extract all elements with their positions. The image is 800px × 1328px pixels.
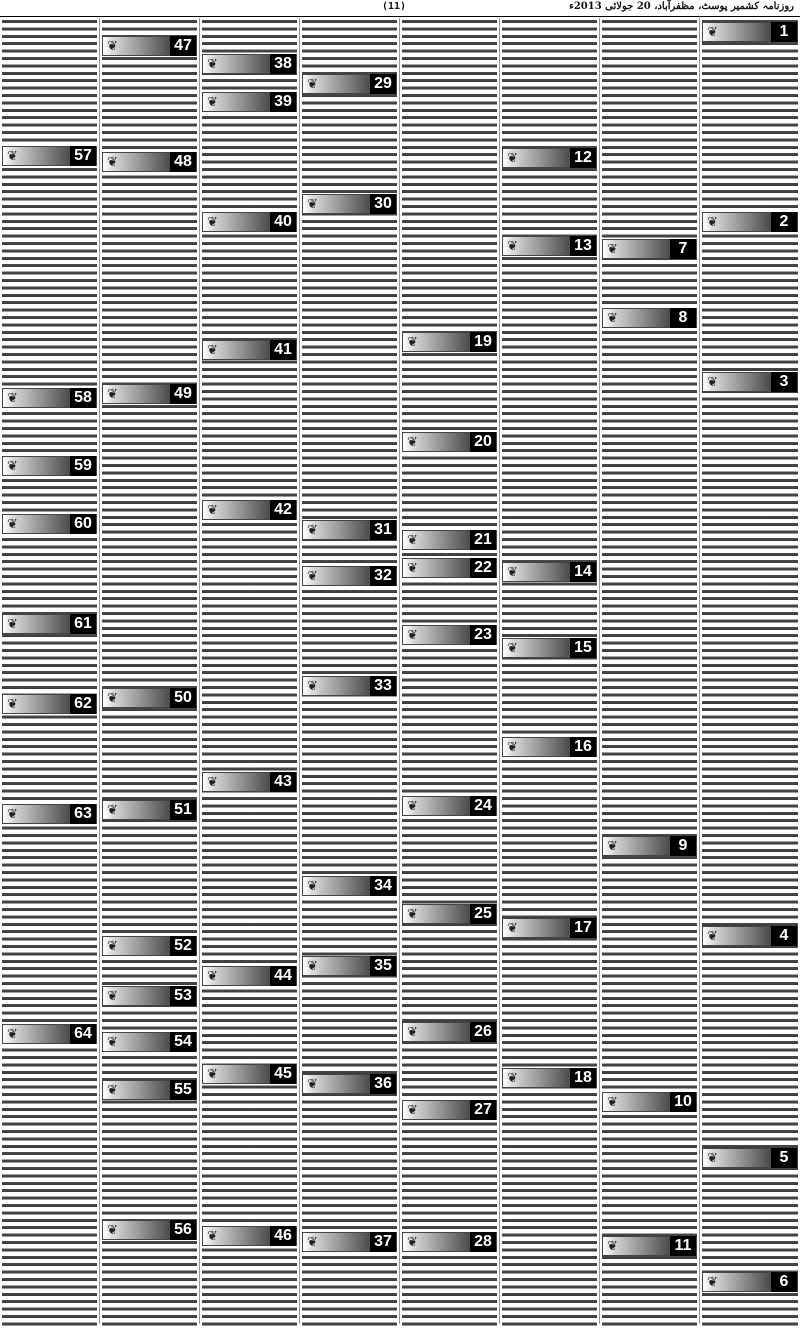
section-number: 19 (470, 332, 496, 352)
section-header (402, 558, 497, 578)
section-number: 13 (570, 236, 596, 256)
section-number: 57 (70, 146, 96, 166)
section-number: 62 (70, 694, 96, 714)
section-number: 56 (170, 1220, 196, 1240)
section-header (302, 676, 397, 696)
section-header (402, 1232, 497, 1252)
section-number: 20 (470, 432, 496, 452)
section-number: 63 (70, 804, 96, 824)
section-number: 43 (270, 772, 296, 792)
section-header (702, 926, 798, 946)
section-header (2, 456, 97, 476)
dove-icon: ❦ (7, 149, 18, 164)
section-header (202, 500, 297, 520)
dove-icon: ❦ (7, 697, 18, 712)
section-number: 6 (771, 1272, 797, 1292)
dove-icon: ❦ (407, 1025, 418, 1040)
section-number: 18 (570, 1068, 596, 1088)
text-column-4 (402, 18, 497, 1326)
section-header (602, 1236, 697, 1256)
column-divider (699, 18, 700, 1324)
section-number: 2 (771, 212, 797, 232)
dove-icon: ❦ (107, 387, 118, 402)
section-header (502, 737, 597, 757)
dove-icon: ❦ (707, 929, 718, 944)
section-number: 44 (270, 966, 296, 986)
dove-icon: ❦ (107, 1035, 118, 1050)
dove-icon: ❦ (307, 679, 318, 694)
dove-icon: ❦ (207, 57, 218, 72)
section-number: 40 (270, 212, 296, 232)
dove-icon: ❦ (507, 740, 518, 755)
section-header (202, 1226, 297, 1246)
dove-icon: ❦ (407, 435, 418, 450)
dove-icon: ❦ (407, 799, 418, 814)
dove-icon: ❦ (707, 215, 718, 230)
dove-icon: ❦ (407, 1103, 418, 1118)
dove-icon: ❦ (707, 1275, 718, 1290)
section-number: 38 (270, 54, 296, 74)
section-number: 54 (170, 1032, 196, 1052)
dove-icon: ❦ (507, 565, 518, 580)
dove-icon: ❦ (207, 95, 218, 110)
column-divider (599, 18, 600, 1324)
column-divider (499, 18, 500, 1324)
section-header (702, 372, 798, 392)
section-header (702, 22, 798, 42)
section-number: 46 (270, 1226, 296, 1246)
section-number: 14 (570, 562, 596, 582)
section-header (502, 638, 597, 658)
dove-icon: ❦ (107, 803, 118, 818)
section-number: 49 (170, 384, 196, 404)
dove-icon: ❦ (107, 1223, 118, 1238)
section-header (102, 1080, 197, 1100)
section-number: 64 (70, 1024, 96, 1044)
dove-icon: ❦ (107, 1083, 118, 1098)
dove-icon: ❦ (507, 151, 518, 166)
dove-icon: ❦ (207, 1229, 218, 1244)
section-header (602, 308, 697, 328)
section-header (102, 800, 197, 820)
dove-icon: ❦ (507, 1071, 518, 1086)
dove-icon: ❦ (507, 239, 518, 254)
dove-icon: ❦ (7, 1027, 18, 1042)
page-header (0, 0, 800, 17)
section-number: 8 (670, 308, 696, 328)
section-header (2, 388, 97, 408)
section-number: 50 (170, 688, 196, 708)
section-number: 24 (470, 796, 496, 816)
section-header (302, 194, 397, 214)
section-number: 47 (170, 36, 196, 56)
dove-icon: ❦ (707, 375, 718, 390)
section-header (602, 836, 697, 856)
section-number: 28 (470, 1232, 496, 1252)
section-header (302, 74, 397, 94)
section-header (402, 1022, 497, 1042)
section-number: 26 (470, 1022, 496, 1042)
section-number: 11 (670, 1236, 696, 1256)
section-header (2, 514, 97, 534)
dove-icon: ❦ (307, 569, 318, 584)
dove-icon: ❦ (7, 459, 18, 474)
section-number: 48 (170, 152, 196, 172)
column-divider (299, 18, 300, 1324)
body-text (402, 18, 497, 1326)
column-divider (399, 18, 400, 1324)
text-column-7 (102, 18, 197, 1326)
dove-icon: ❦ (207, 503, 218, 518)
dove-icon: ❦ (407, 533, 418, 548)
section-number: 58 (70, 388, 96, 408)
section-header (2, 614, 97, 634)
section-number: 25 (470, 904, 496, 924)
section-number: 41 (270, 340, 296, 360)
text-column-5 (302, 18, 397, 1326)
text-column-2 (602, 18, 697, 1326)
dove-icon: ❦ (607, 311, 618, 326)
section-header (202, 212, 297, 232)
section-header (302, 1074, 397, 1094)
dove-icon: ❦ (107, 989, 118, 1004)
dove-icon: ❦ (607, 1095, 618, 1110)
section-number: 17 (570, 918, 596, 938)
section-number: 37 (370, 1232, 396, 1252)
section-header (402, 796, 497, 816)
dove-icon: ❦ (207, 775, 218, 790)
section-number: 12 (570, 148, 596, 168)
section-number: 55 (170, 1080, 196, 1100)
section-header (302, 876, 397, 896)
section-number: 60 (70, 514, 96, 534)
dove-icon: ❦ (307, 523, 318, 538)
section-number: 33 (370, 676, 396, 696)
section-number: 36 (370, 1074, 396, 1094)
body-text (502, 18, 597, 1326)
section-number: 27 (470, 1100, 496, 1120)
dove-icon: ❦ (407, 561, 418, 576)
section-header (102, 384, 197, 404)
dove-icon: ❦ (7, 517, 18, 532)
text-column-3 (502, 18, 597, 1326)
dove-icon: ❦ (607, 242, 618, 257)
section-header (702, 1148, 798, 1168)
section-header (2, 694, 97, 714)
section-number: 30 (370, 194, 396, 214)
section-header (402, 332, 497, 352)
section-header (402, 904, 497, 924)
page-number: (11) (382, 1, 407, 12)
section-header (502, 148, 597, 168)
section-header (502, 236, 597, 256)
dove-icon: ❦ (107, 39, 118, 54)
dove-icon: ❦ (307, 197, 318, 212)
section-number: 23 (470, 625, 496, 645)
dove-icon: ❦ (207, 215, 218, 230)
dove-icon: ❦ (607, 839, 618, 854)
section-number: 16 (570, 737, 596, 757)
section-header (102, 36, 197, 56)
section-number: 4 (771, 926, 797, 946)
dove-icon: ❦ (407, 335, 418, 350)
dove-icon: ❦ (307, 879, 318, 894)
section-number: 10 (670, 1092, 696, 1112)
section-header (302, 520, 397, 540)
dove-icon: ❦ (307, 959, 318, 974)
section-header (202, 340, 297, 360)
section-header (302, 1232, 397, 1252)
section-header (502, 1068, 597, 1088)
section-header (702, 1272, 798, 1292)
dove-icon: ❦ (407, 1235, 418, 1250)
dove-icon: ❦ (107, 939, 118, 954)
dove-icon: ❦ (307, 77, 318, 92)
section-number: 5 (771, 1148, 797, 1168)
section-number: 31 (370, 520, 396, 540)
dove-icon: ❦ (307, 1235, 318, 1250)
dove-icon: ❦ (707, 1151, 718, 1166)
section-number: 59 (70, 456, 96, 476)
body-text (602, 18, 697, 1326)
section-header (402, 432, 497, 452)
section-header (102, 1220, 197, 1240)
column-divider (99, 18, 100, 1324)
section-header (702, 212, 798, 232)
dove-icon: ❦ (507, 641, 518, 656)
section-header (502, 562, 597, 582)
section-header (602, 239, 697, 259)
column-divider (199, 18, 200, 1324)
section-header (102, 936, 197, 956)
section-number: 32 (370, 566, 396, 586)
section-header (202, 54, 297, 74)
dove-icon: ❦ (7, 617, 18, 632)
section-header (602, 1092, 697, 1112)
section-number: 35 (370, 956, 396, 976)
section-header (102, 1032, 197, 1052)
section-number: 22 (470, 558, 496, 578)
section-number: 1 (771, 22, 797, 42)
section-header (302, 956, 397, 976)
dove-icon: ❦ (7, 391, 18, 406)
dove-icon: ❦ (207, 969, 218, 984)
body-text (2, 18, 97, 1326)
dove-icon: ❦ (407, 907, 418, 922)
section-number: 3 (771, 372, 797, 392)
dove-icon: ❦ (707, 25, 718, 40)
dove-icon: ❦ (207, 1067, 218, 1082)
section-header (402, 625, 497, 645)
dove-icon: ❦ (7, 807, 18, 822)
section-header (102, 986, 197, 1006)
section-header (202, 772, 297, 792)
section-header (502, 918, 597, 938)
section-header (202, 1064, 297, 1084)
section-header (302, 566, 397, 586)
section-header (202, 966, 297, 986)
section-number: 29 (370, 74, 396, 94)
section-number: 53 (170, 986, 196, 1006)
section-number: 9 (670, 836, 696, 856)
section-number: 42 (270, 500, 296, 520)
section-header (2, 146, 97, 166)
dove-icon: ❦ (307, 1077, 318, 1092)
section-header (2, 804, 97, 824)
section-header (2, 1024, 97, 1044)
section-header (402, 1100, 497, 1120)
section-number: 39 (270, 92, 296, 112)
dove-icon: ❦ (507, 921, 518, 936)
section-number: 45 (270, 1064, 296, 1084)
section-number: 51 (170, 800, 196, 820)
section-header (102, 152, 197, 172)
section-number: 15 (570, 638, 596, 658)
dove-icon: ❦ (407, 628, 418, 643)
dove-icon: ❦ (207, 343, 218, 358)
section-number: 52 (170, 936, 196, 956)
dove-icon: ❦ (107, 691, 118, 706)
body-text (102, 18, 197, 1326)
masthead-dateline: روزنامہ کشمیر پوسٹ، مظفرآباد، 20 جولائی 2013ء (569, 1, 794, 12)
section-number: 21 (470, 530, 496, 550)
dove-icon: ❦ (107, 155, 118, 170)
body-text (302, 18, 397, 1326)
section-header (402, 530, 497, 550)
section-header (102, 688, 197, 708)
section-number: 34 (370, 876, 396, 896)
text-column-8 (2, 18, 97, 1326)
section-number: 7 (670, 239, 696, 259)
section-header (202, 92, 297, 112)
section-number: 61 (70, 614, 96, 634)
dove-icon: ❦ (607, 1239, 618, 1254)
